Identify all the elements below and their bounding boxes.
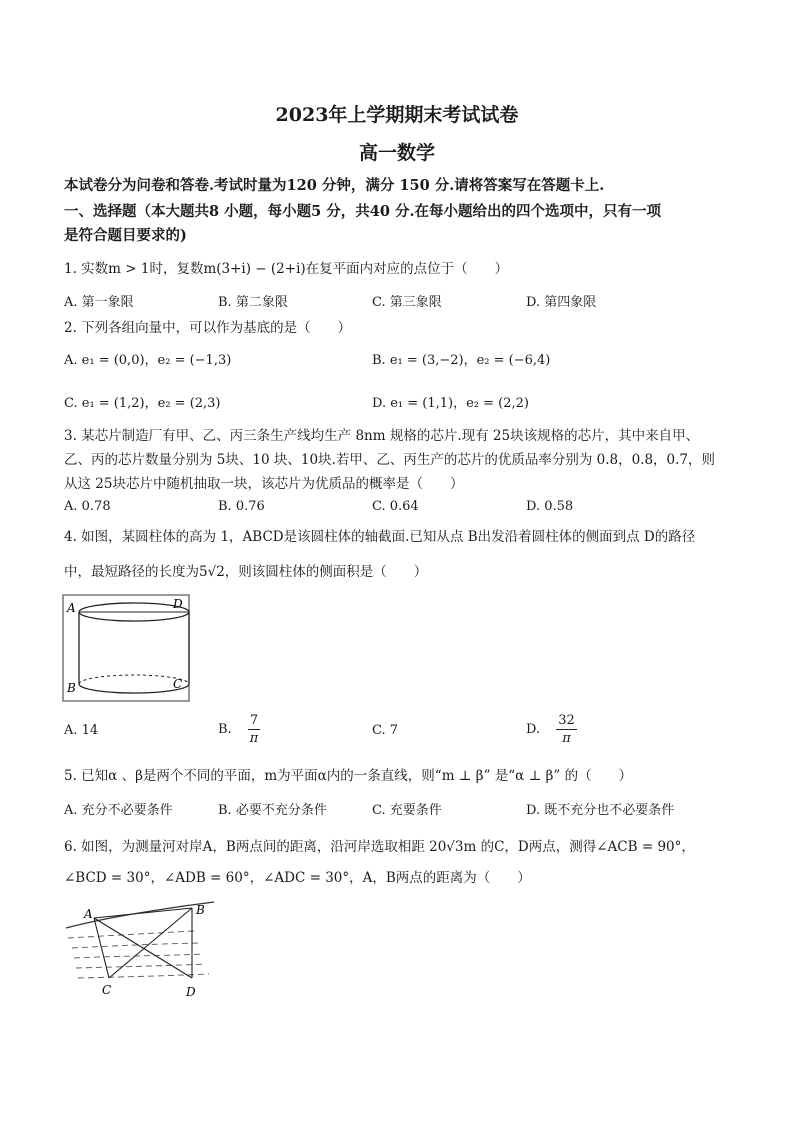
river-wave [68,931,194,938]
question-5-stem: 5. 已知α 、β是两个不同的平面，m为平面α内的一条直线，则“m ⊥ β” 是“α ⊥ β” 的（ ） [64,768,633,784]
fraction-numerator: 32 [558,713,575,728]
question-4-option-b-label: B. [218,722,232,737]
fraction-7-over-pi [248,712,260,747]
segment-ad [94,918,192,978]
question-4-option-d-label: D. [526,722,541,737]
question-3-option-b: B. 0.76 [218,499,265,514]
point-c-label: C [173,677,183,691]
section-heading-line2: 是符合题目要求的) [64,227,187,244]
segment-ab [94,908,192,918]
question-4-stem-line2: 中，最短路径的长度为5√2，则该圆柱体的侧面积是（ ） [64,564,428,580]
river-wave [76,964,206,968]
question-5-option-c: C. 充要条件 [372,803,442,818]
river-figure [64,898,219,1003]
question-2-option-b: B. e₁ = (3,−2)，e₂ = (−6,4) [372,353,551,368]
question-5-option-b: B. 必要不充分条件 [218,803,327,818]
question-2-option-a: A. e₁ = (0,0)，e₂ = (−1,3) [64,353,232,368]
fraction-32-over-pi [556,712,577,747]
question-4-stem-line1: 4. 如图，某圆柱体的高为 1，ABCD是该圆柱体的轴截面.已知从点 B出发沿着圆柱体的侧面到点 D的路径 [64,529,696,545]
question-1-option-b: B. 第二象限 [218,295,288,310]
question-5-option-a: A. 充分不必要条件 [64,803,173,818]
question-2-stem: 2. 下列各组向量中，可以作为基底的是（ ） [64,320,352,336]
point-b-label: B [196,903,205,917]
point-d-label: D [186,985,196,999]
fraction-denominator: π [562,731,571,746]
point-d-label: D [173,597,183,611]
question-2-option-d: D. e₁ = (1,1)，e₂ = (2,2) [372,396,529,411]
point-a-label: A [67,601,76,615]
section-heading-line1: 一、选择题（本大题共8 小题，每小题5 分，共40 分.在每小题给出的四个选项中，只有一项 [64,203,662,220]
page-subtitle: 高一数学 [358,142,435,164]
question-5-option-d: D. 既不充分也不必要条件 [526,803,675,818]
question-4-option-c: C. 7 [372,723,399,738]
river-wave [74,954,204,958]
question-3-option-d: D. 0.58 [526,499,574,514]
segment-ac [94,918,109,978]
question-3-stem-line3: 从这 25块芯片中随机抽取一块，该芯片为优质品的概率是（ ） [64,476,464,492]
question-2-option-c: C. e₁ = (1,2)，e₂ = (2,3) [64,396,221,411]
question-1-option-a: A. 第一象限 [64,295,134,310]
question-3-option-a: A. 0.78 [64,499,111,514]
question-4-option-d [526,712,577,747]
question-3-stem-line2: 乙、丙的芯片数量分别为 5块、10 块、10块.若甲、乙、丙生产的芯片的优质品率分别为 0.8，0.8，0.7，则 [64,452,716,468]
question-6-stem-line1: 6. 如图，为测量河对岸A，B两点间的距离，沿河岸选取相距 20√3m 的C，D两点，测得∠ACB = 90°， [64,839,695,855]
question-6-stem-line2: ∠BCD = 30°，∠ADB = 60°，∠ADC = 30°，A，B两点的距离为（ ） [64,870,531,886]
question-1-option-d: D. 第四象限 [526,295,597,310]
fraction-numerator: 7 [249,713,259,728]
question-1-option-c: C. 第三象限 [372,295,442,310]
fraction-denominator: π [249,731,259,746]
question-4-option-b [218,712,260,747]
question-4-option-a: A. 14 [64,723,99,738]
cylinder-figure [62,594,192,704]
segment-cb [109,908,192,978]
question-1-stem: 1. 实数m > 1时，复数m(3+i) − (2+i)在复平面内对应的点位于（ ） [64,261,509,277]
figure-frame [63,595,189,701]
page-title: 2023年上学期期末考试试卷 [275,104,519,126]
point-b-label: B [67,681,76,695]
question-3-option-c: C. 0.64 [372,499,419,514]
point-c-label: C [102,983,112,997]
exam-note: 本试卷分为问卷和答卷.考试时量为120 分钟，满分 150 分.请将答案写在答题卡上. [64,177,605,194]
point-a-label: A [84,907,93,921]
question-3-stem-line1: 3. 某芯片制造厂有甲、乙、丙三条生产线均生产 8nm 规格的芯片.现有 25块该规格的芯片，其中来自甲、 [64,428,700,444]
